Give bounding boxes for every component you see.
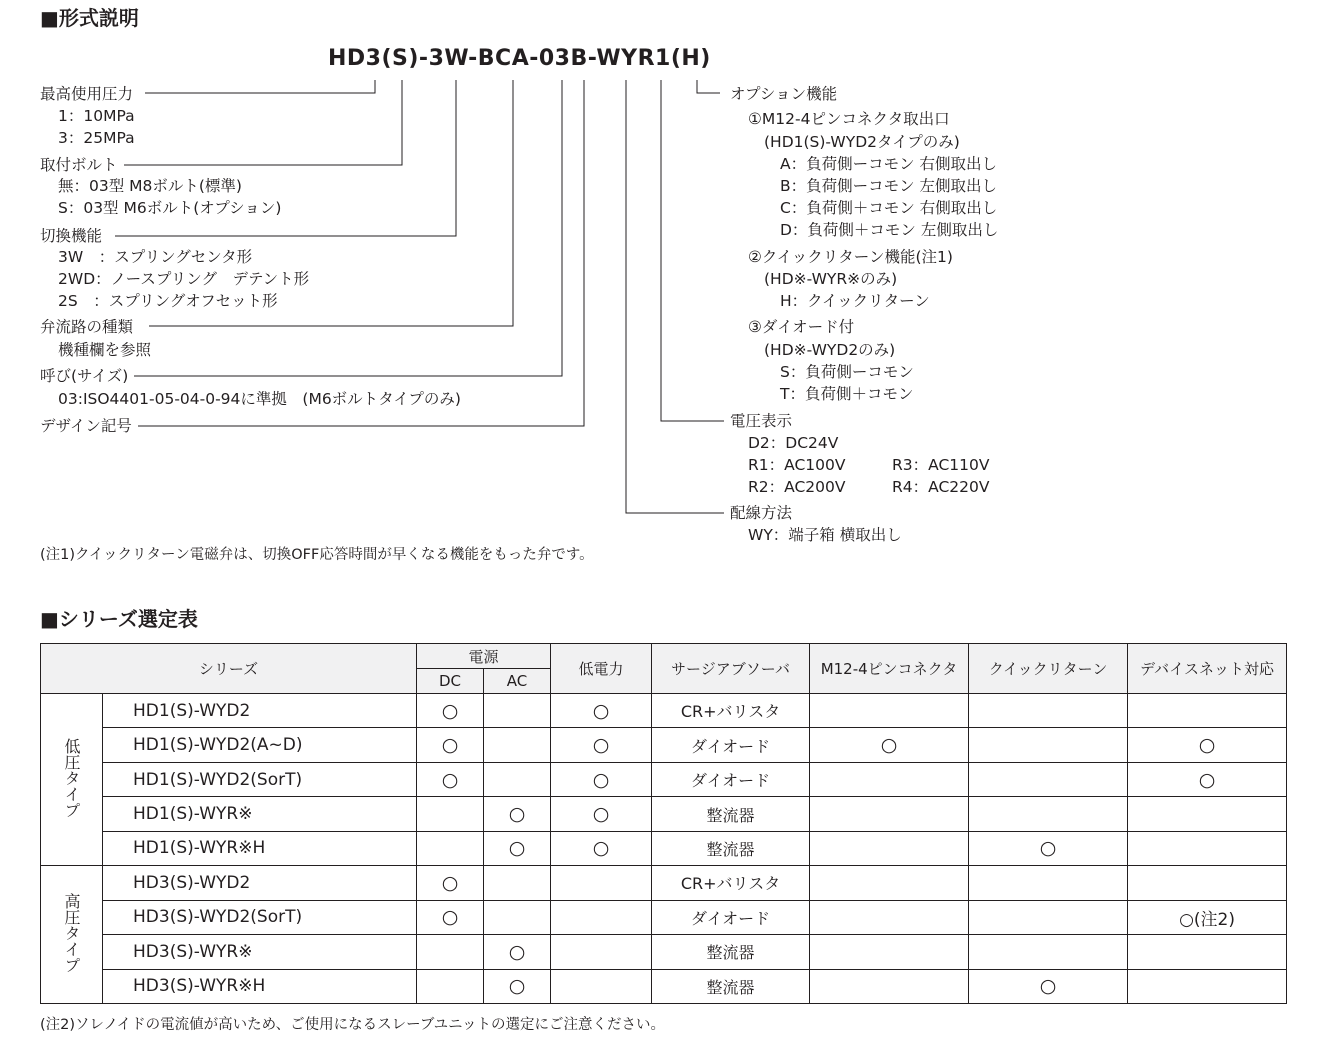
- voltage-r2: R2：AC200V: [748, 478, 846, 496]
- table-row-name: HD3(S)-WYD2: [103, 866, 417, 900]
- label-wiring: 配線方法: [730, 504, 793, 522]
- cell-low-power: ○: [551, 831, 652, 865]
- cell-m12: [810, 935, 969, 969]
- label-design-code: デザイン記号: [40, 417, 132, 435]
- cell-dc: [417, 935, 484, 969]
- label-option-function: オプション機能: [730, 85, 838, 103]
- cell-devicenet: [1128, 831, 1287, 865]
- cell-surge: ダイオード: [652, 900, 810, 934]
- header-low-power: 低電力: [551, 644, 652, 694]
- cell-quick: [969, 797, 1128, 831]
- cell-devicenet: [1128, 797, 1287, 831]
- cell-surge: CR+バリスタ: [652, 694, 810, 728]
- section-title-model-description: ■形式説明: [40, 6, 139, 30]
- mounting-bolt-standard: 無：03型 M8ボルト(標準): [58, 177, 242, 195]
- table-row-name: HD1(S)-WYD2: [103, 694, 417, 728]
- cell-dc: [417, 969, 484, 1004]
- switching-2s: 2S ：スプリングオフセット形: [58, 292, 278, 310]
- note-2: (注2)ソレノイドの電流値が高いため、ご使用になるスレーブユニットの選定にご注意ください。: [40, 1017, 666, 1033]
- cell-m12: [810, 797, 969, 831]
- cell-dc: ○: [417, 694, 484, 728]
- cell-surge: ダイオード: [652, 762, 810, 796]
- cell-m12: [810, 694, 969, 728]
- cell-m12: [810, 866, 969, 900]
- cell-quick: [969, 762, 1128, 796]
- cell-low-power: [551, 900, 652, 934]
- cell-ac: [484, 694, 551, 728]
- group-high-pressure: 高圧タイプ: [41, 866, 103, 1004]
- option2-sub: (HD※-WYR※のみ): [764, 270, 898, 288]
- cell-devicenet: ○(注2): [1128, 900, 1287, 934]
- cell-dc: [417, 831, 484, 865]
- cell-quick: ○: [969, 831, 1128, 865]
- cell-low-power: ○: [551, 728, 652, 762]
- option1-item-d: D：負荷側＋コモン 左側取出し: [780, 221, 999, 239]
- option3-item-s: S：負荷側ーコモン: [780, 363, 914, 381]
- option3-sub: (HD※-WYD2のみ): [764, 341, 896, 359]
- cell-quick: [969, 935, 1128, 969]
- cell-ac: ○: [484, 831, 551, 865]
- cell-m12: [810, 900, 969, 934]
- header-power: 電源: [417, 644, 551, 669]
- cell-quick: [969, 900, 1128, 934]
- header-m12-connector: M12-4ピンコネクタ: [810, 644, 969, 694]
- switching-3w: 3W ：スプリングセンタ形: [58, 248, 253, 266]
- cell-m12: ○: [810, 728, 969, 762]
- valve-flow-path-note: 機種欄を参照: [58, 341, 152, 359]
- cell-devicenet: [1128, 866, 1287, 900]
- mounting-bolt-option: S：03型 M6ボルト(オプション): [58, 199, 282, 217]
- cell-surge: 整流器: [652, 935, 810, 969]
- cell-ac: ○: [484, 935, 551, 969]
- cell-m12: [810, 762, 969, 796]
- cell-low-power: ○: [551, 694, 652, 728]
- section-title-series-selection: ■シリーズ選定表: [40, 607, 198, 631]
- label-switching-function: 切換機能: [40, 227, 103, 245]
- label-valve-flow-path: 弁流路の種類: [40, 318, 134, 336]
- note-1: (注1)クイックリターン電磁弁は、切換OFF応答時間が早くなる機能をもった弁です。: [40, 547, 594, 563]
- option2-title: ②クイックリターン機能(注1): [748, 248, 953, 266]
- wiring-value: WY：端子箱 横取出し: [748, 526, 902, 544]
- cell-devicenet: [1128, 935, 1287, 969]
- cell-surge: 整流器: [652, 797, 810, 831]
- cell-ac: [484, 728, 551, 762]
- cell-dc: ○: [417, 866, 484, 900]
- model-code: HD3(S)-3W-BCA-03B-WYR1(H): [328, 46, 711, 71]
- option3-item-t: T：負荷側＋コモン: [780, 385, 914, 403]
- voltage-r4: R4：AC220V: [892, 478, 990, 496]
- cell-low-power: ○: [551, 797, 652, 831]
- cell-devicenet: ○: [1128, 762, 1287, 796]
- voltage-d2: D2：DC24V: [748, 434, 839, 452]
- header-dc: DC: [417, 669, 484, 694]
- cell-surge: 整流器: [652, 969, 810, 1004]
- cell-m12: [810, 831, 969, 865]
- label-voltage: 電圧表示: [730, 412, 793, 430]
- table-row-name: HD1(S)-WYD2(A~D): [103, 728, 417, 762]
- switching-2wd: 2WD：ノースプリング デテント形: [58, 270, 310, 288]
- header-series: シリーズ: [41, 644, 417, 694]
- max-pressure-option-1: 1：10MPa: [58, 107, 135, 125]
- voltage-r3: R3：AC110V: [892, 456, 990, 474]
- table-row-name: HD1(S)-WYR※: [103, 797, 417, 831]
- cell-surge: 整流器: [652, 831, 810, 865]
- table-row-name: HD3(S)-WYR※H: [103, 969, 417, 1004]
- label-max-pressure: 最高使用圧力: [40, 85, 134, 103]
- table-row-name: HD3(S)-WYD2(SorT): [103, 900, 417, 934]
- cell-surge: ダイオード: [652, 728, 810, 762]
- option1-item-c: C：負荷側＋コモン 右側取出し: [780, 199, 998, 217]
- option1-title: ①M12-4ピンコネクタ取出口: [748, 110, 950, 128]
- cell-dc: ○: [417, 762, 484, 796]
- option1-item-a: A：負荷側ーコモン 右側取出し: [780, 155, 998, 173]
- cell-quick: ○: [969, 969, 1128, 1004]
- cell-m12: [810, 969, 969, 1004]
- cell-quick: [969, 866, 1128, 900]
- voltage-r1: R1：AC100V: [748, 456, 846, 474]
- cell-devicenet: [1128, 969, 1287, 1004]
- cell-low-power: ○: [551, 762, 652, 796]
- cell-quick: [969, 694, 1128, 728]
- header-devicenet: デバイスネット対応: [1128, 644, 1287, 694]
- table-row-name: HD1(S)-WYD2(SorT): [103, 762, 417, 796]
- option1-item-b: B：負荷側ーコモン 左側取出し: [780, 177, 998, 195]
- max-pressure-option-3: 3：25MPa: [58, 129, 135, 147]
- header-quick-return: クイックリターン: [969, 644, 1128, 694]
- cell-quick: [969, 728, 1128, 762]
- label-mounting-bolt: 取付ボルト: [40, 156, 118, 174]
- cell-low-power: [551, 969, 652, 1004]
- table-row-name: HD1(S)-WYR※H: [103, 831, 417, 865]
- label-nominal-size: 呼び(サイズ): [40, 367, 129, 385]
- cell-devicenet: [1128, 694, 1287, 728]
- option3-title: ③ダイオード付: [748, 318, 855, 336]
- cell-dc: ○: [417, 900, 484, 934]
- table-row-name: HD3(S)-WYR※: [103, 935, 417, 969]
- nominal-size-value: 03:ISO4401-05-04-0-94に準拠 (M6ボルトタイプのみ): [58, 390, 461, 408]
- cell-dc: ○: [417, 728, 484, 762]
- series-selection-table: [40, 643, 1287, 1004]
- option2-item-h: H：クイックリターン: [780, 292, 930, 310]
- cell-dc: [417, 797, 484, 831]
- header-ac: AC: [484, 669, 551, 694]
- option1-sub: (HD1(S)-WYD2タイプのみ): [764, 133, 960, 151]
- cell-low-power: [551, 935, 652, 969]
- cell-ac: [484, 762, 551, 796]
- cell-devicenet: ○: [1128, 728, 1287, 762]
- header-surge-absorber: サージアブソーバ: [652, 644, 810, 694]
- cell-surge: CR+バリスタ: [652, 866, 810, 900]
- group-low-pressure: 低圧タイプ: [41, 694, 103, 866]
- cell-low-power: [551, 866, 652, 900]
- cell-ac: ○: [484, 797, 551, 831]
- cell-ac: ○: [484, 969, 551, 1004]
- cell-ac: [484, 900, 551, 934]
- cell-ac: [484, 866, 551, 900]
